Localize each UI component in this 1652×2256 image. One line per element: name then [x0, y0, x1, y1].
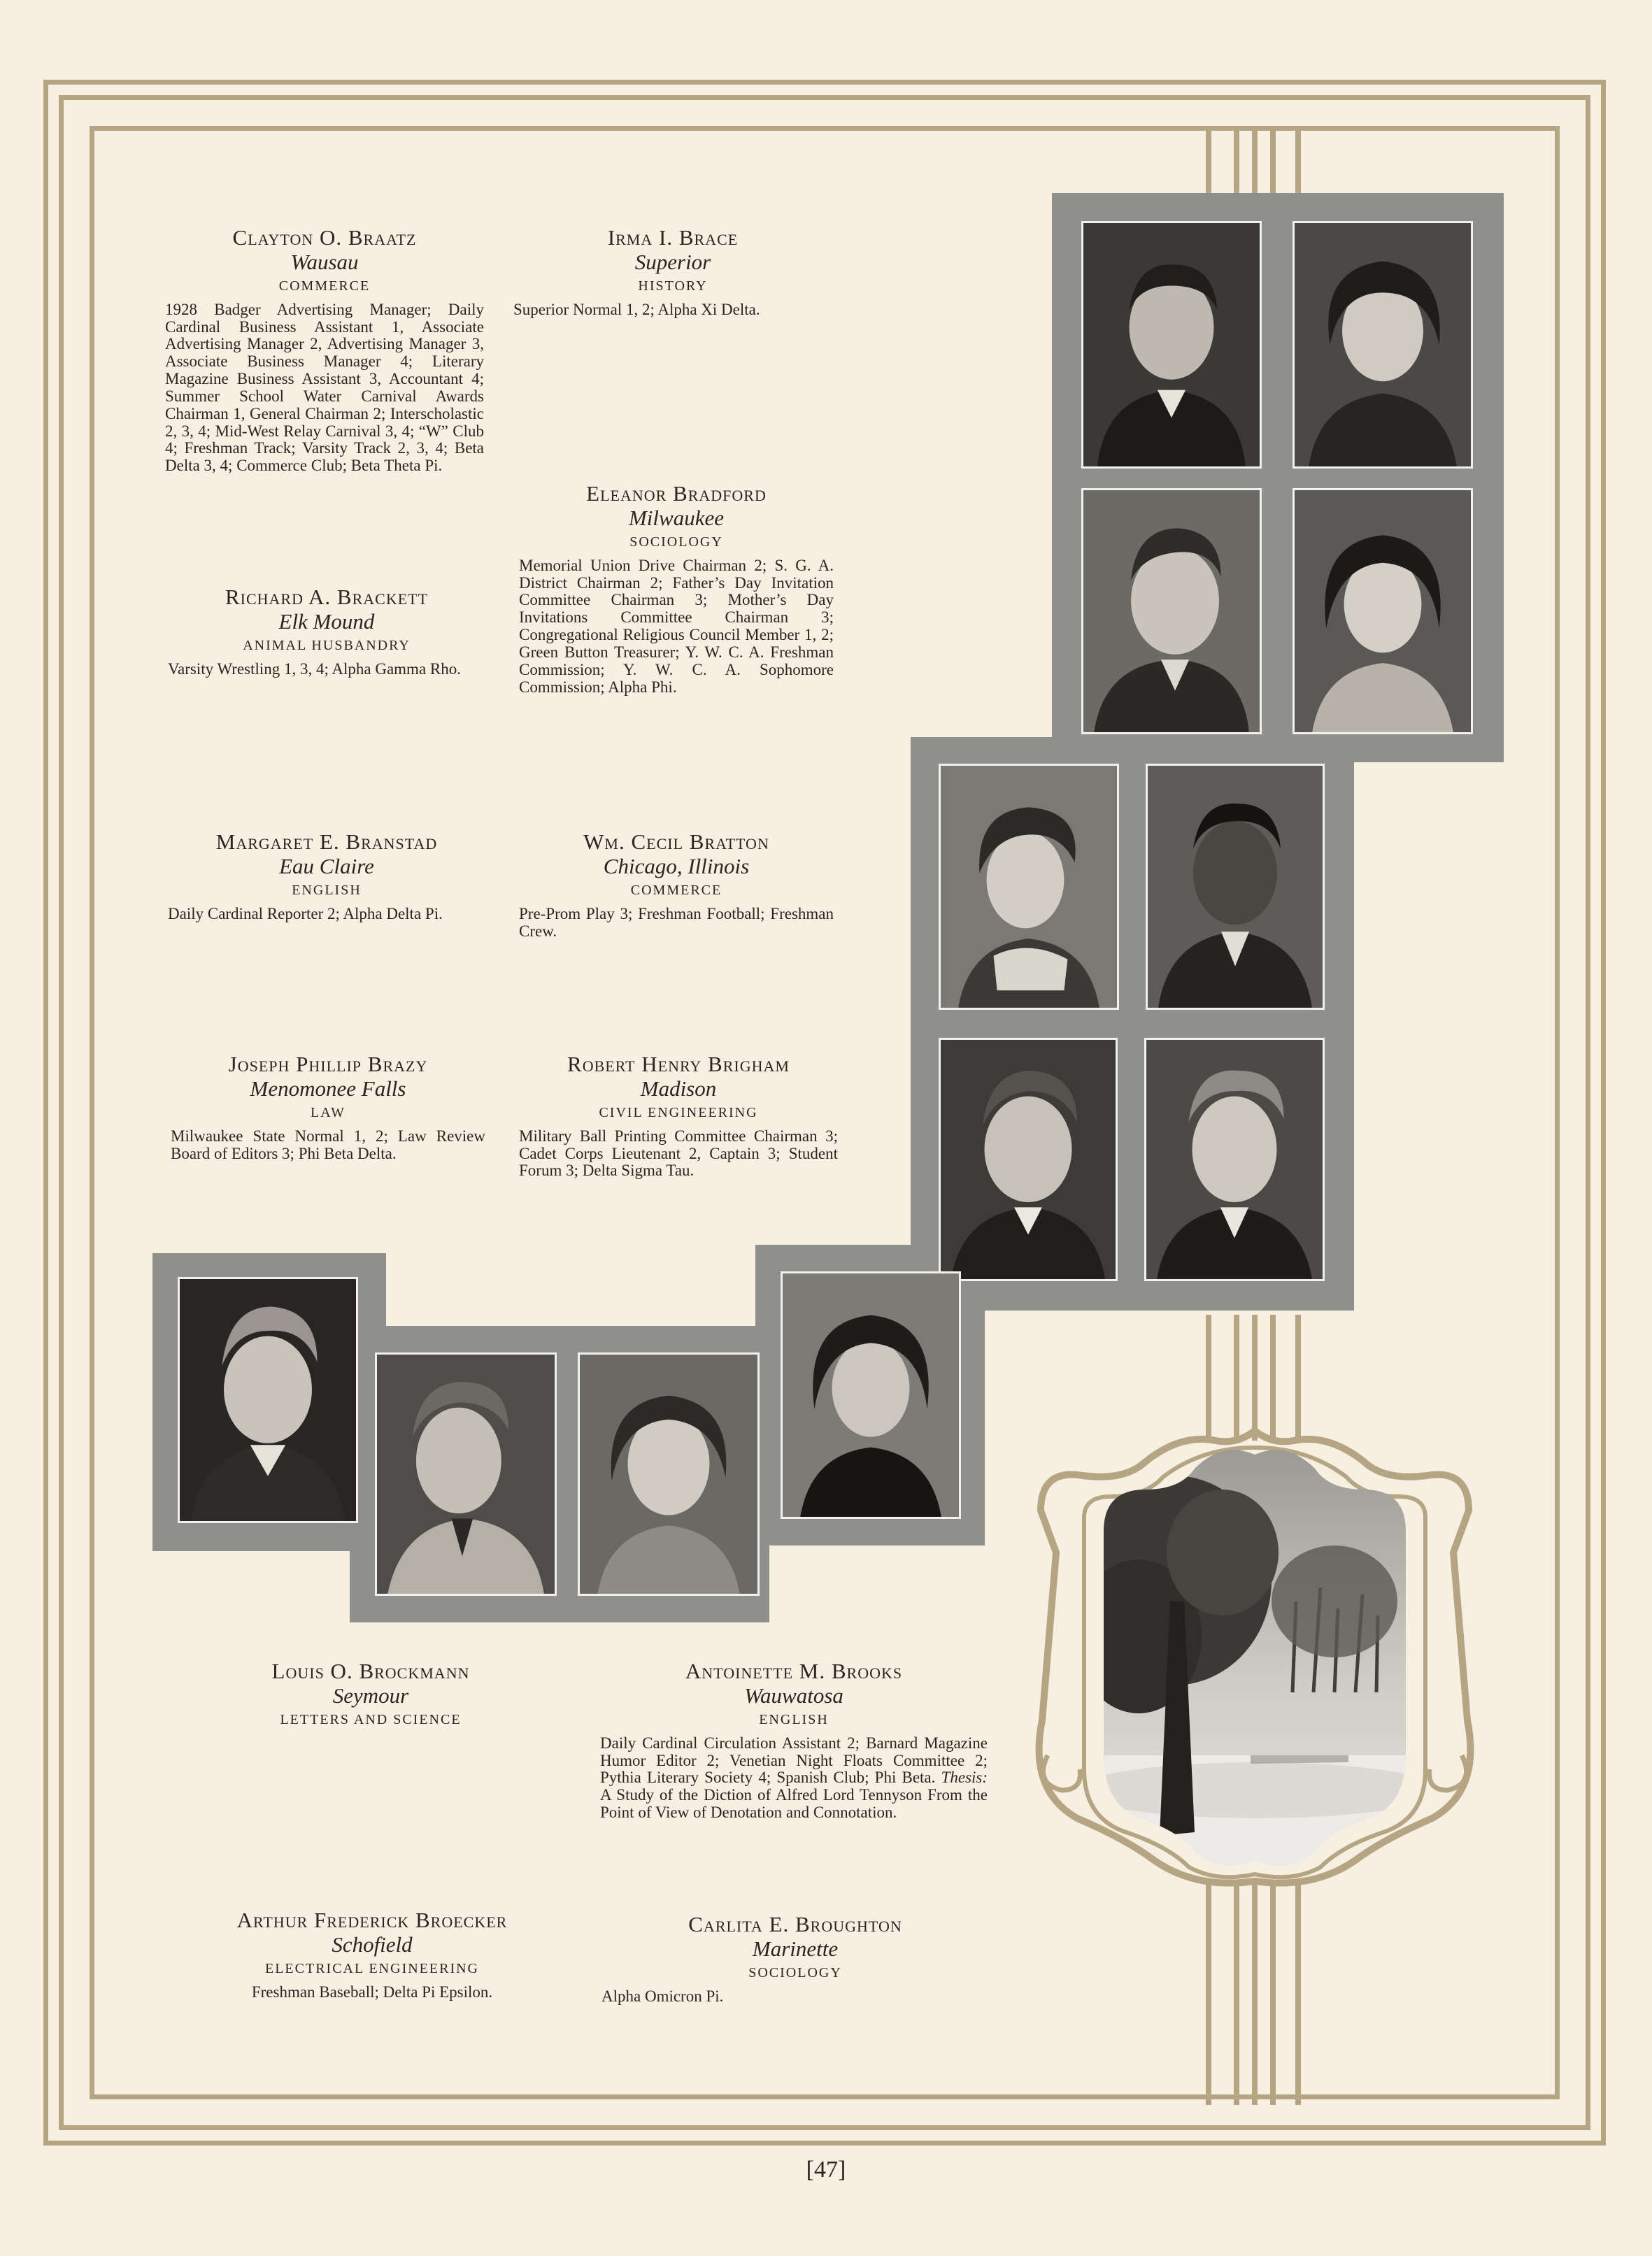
student-name: Robert Henry Brigham — [567, 1052, 790, 1076]
portrait-photo — [1081, 488, 1262, 734]
student-name: Margaret E. Branstad — [215, 829, 438, 854]
student-department: LETTERS AND SCIENCE — [280, 1711, 462, 1727]
student-entry — [176, 1908, 568, 2001]
student-name: Richard A. Brackett — [225, 585, 429, 609]
top-ornament-bar — [1252, 130, 1258, 193]
mid-ornament-bar — [1295, 1315, 1301, 1441]
student-activities: Memorial Union Drive Chairman 2; S. G. A. District Chairman 2; Father’s Day Invitation Committee Chairman 3; Mother’s Day Invitations Committee Chairman 3; Congregational Religious Council Member 1, 2; Green Button Treasurer; Y. W. C. A. Freshman Commission; Y. W. C. A. Sophomore Commission; Alpha Phi. — [519, 556, 834, 696]
student-hometown: Wauwatosa — [744, 1683, 843, 1708]
student-hometown: Wausau — [290, 249, 359, 274]
student-department: LAW — [311, 1104, 346, 1120]
student-entry — [601, 1912, 989, 2006]
portrait-photo — [781, 1271, 961, 1519]
student-department: ENGLISH — [759, 1711, 829, 1727]
winter-landscape-cartouche — [1020, 1427, 1490, 1888]
student-hometown: Chicago, Illinois — [603, 853, 750, 878]
student-department: CIVIL ENGINEERING — [599, 1104, 758, 1120]
student-hometown: Eau Claire — [279, 853, 374, 878]
portrait-photo — [1293, 221, 1473, 469]
portrait-photo — [578, 1352, 760, 1596]
student-name: Wm. Cecil Bratton — [583, 829, 769, 854]
student-hometown: Madison — [640, 1076, 717, 1101]
student-department: HISTORY — [638, 278, 708, 294]
student-entry — [519, 1052, 838, 1180]
student-entry — [600, 1659, 988, 1822]
student-activities: Freshman Baseball; Delta Pi Epsilon. — [251, 1983, 493, 2001]
student-department: ENGLISH — [292, 882, 362, 898]
student-department: SOCIOLOGY — [748, 1964, 842, 1980]
top-ornament-bar — [1295, 130, 1301, 193]
bottom-ornament-bar — [1206, 1881, 1211, 2105]
mid-ornament-bar — [1270, 1315, 1276, 1441]
top-ornament-bar — [1206, 130, 1211, 193]
student-hometown: Milwaukee — [628, 505, 724, 530]
student-activities: Varsity Wrestling 1, 3, 4; Alpha Gamma Rho. — [168, 659, 461, 678]
page-number: [47] — [806, 2157, 846, 2183]
portrait-photo — [1293, 488, 1473, 734]
student-entry — [513, 225, 832, 319]
student-entry — [210, 1659, 532, 1735]
student-entry — [168, 829, 485, 923]
student-name: Carlita E. Broughton — [688, 1912, 902, 1936]
thesis-label: Thesis: — [941, 1769, 988, 1787]
student-entry — [519, 481, 834, 696]
student-name: Louis O. Brockmann — [271, 1659, 470, 1683]
portrait-photo — [1146, 764, 1325, 1010]
student-activities: Daily Cardinal Reporter 2; Alpha Delta Pi. — [168, 904, 443, 922]
student-hometown: Menomonee Falls — [250, 1076, 406, 1101]
student-department: COMMERCE — [278, 278, 371, 294]
student-entry — [168, 585, 485, 678]
portrait-photo — [1144, 1038, 1325, 1281]
student-activities: Milwaukee State Normal 1, 2; Law Review Board of Editors 3; Phi Beta Delta. — [171, 1127, 485, 1162]
student-department: COMMERCE — [630, 882, 722, 898]
portrait-photo — [375, 1352, 557, 1596]
student-hometown: Schofield — [332, 1932, 413, 1957]
top-ornament-bar — [1234, 130, 1239, 193]
student-hometown: Seymour — [332, 1683, 409, 1708]
bottom-ornament-bar — [1295, 1881, 1301, 2105]
student-name: Joseph Phillip Brazy — [228, 1052, 428, 1076]
student-entry — [165, 225, 484, 475]
student-activities-text: Daily Cardinal Circulation Assistant 2; Barnard Magazine Humor Editor 2; Venetian Night Floats Committee 2; Pythia Literary Society 4; Spanish Club; Phi Beta. — [600, 1734, 988, 1787]
student-department: ELECTRICAL ENGINEERING — [265, 1960, 479, 1976]
bottom-ornament-bar — [1270, 1881, 1276, 2105]
student-activities — [600, 1735, 988, 1822]
student-entry — [519, 829, 834, 940]
top-ornament-bar — [1270, 130, 1276, 193]
student-hometown: Elk Mound — [278, 608, 375, 634]
bottom-ornament-bar — [1234, 1881, 1239, 2105]
student-hometown: Marinette — [752, 1936, 839, 1961]
student-name: Clayton O. Braatz — [232, 225, 417, 250]
student-department: ANIMAL HUSBANDRY — [243, 637, 411, 653]
portrait-photo — [1081, 221, 1262, 469]
bottom-ornament-bar — [1252, 1881, 1258, 2105]
student-name: Irma I. Brace — [607, 225, 739, 250]
student-entry — [171, 1052, 485, 1162]
student-activities: 1928 Badger Advertising Manager; Daily Cardinal Business Assistant 1, Associate Advertising Manager 2, Advertising Manager 3, Associate Business Manager 4; Literary Magazine Business Assistant 3, Accountant 4; Summer School Water Carnival Awards Chairman 1, General Chairman 2; Interscholastic 2, 3, 4; Mid-West Relay Carnival 3, 4; “W” Club 4; Freshman Track; Varsity Track 2, 3, 4; Beta Delta 3, 4; Commerce Club; Beta Theta Pi. — [165, 300, 484, 475]
student-name: Eleanor Bradford — [586, 481, 767, 506]
student-activities: Alpha Omicron Pi. — [601, 1987, 724, 2005]
student-department: SOCIOLOGY — [629, 534, 723, 550]
portrait-photo — [939, 764, 1119, 1010]
thesis-title: A Study of the Diction of Alfred Lord Tennyson From the Point of View of Denotation and Connotation. — [600, 1786, 988, 1822]
student-activities: Superior Normal 1, 2; Alpha Xi Delta. — [513, 300, 760, 318]
student-hometown: Superior — [634, 249, 711, 274]
student-activities: Pre-Prom Play 3; Freshman Football; Freshman Crew. — [519, 904, 834, 940]
student-name: Antoinette M. Brooks — [685, 1659, 903, 1683]
mid-ornament-bar — [1206, 1315, 1211, 1441]
student-name: Arthur Frederick Broecker — [236, 1908, 508, 1932]
student-activities: Military Ball Printing Committee Chairman 3; Cadet Corps Lieutenant 2, Captain 3; Student Forum 3; Delta Sigma Tau. — [519, 1127, 838, 1180]
mid-ornament-bar — [1234, 1315, 1239, 1441]
portrait-photo — [939, 1038, 1118, 1281]
portrait-photo — [178, 1277, 358, 1523]
mid-ornament-bar — [1252, 1315, 1258, 1441]
